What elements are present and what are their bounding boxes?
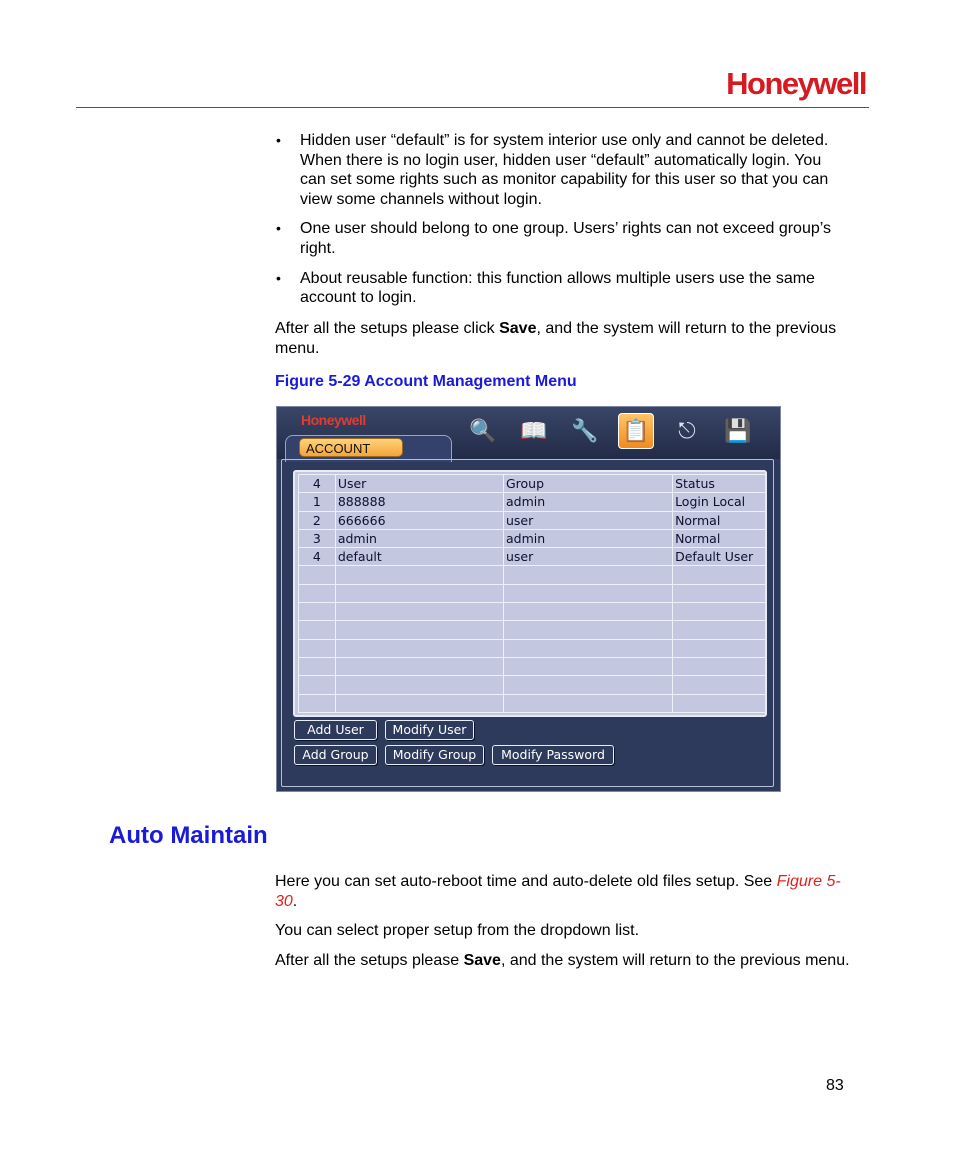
bullet-list	[275, 131, 850, 318]
header-rule	[76, 107, 869, 108]
tools-icon[interactable]: 🔧	[571, 418, 599, 443]
empty-cell	[335, 566, 503, 584]
empty-table-row[interactable]	[299, 584, 768, 602]
empty-cell	[299, 676, 336, 694]
page-number: 83	[826, 1077, 844, 1094]
modify-password-button[interactable]: Modify Password	[492, 745, 614, 765]
row-status: Normal	[673, 511, 767, 529]
tab-account[interactable]: ACCOUNT	[299, 438, 403, 457]
table-row[interactable]	[299, 511, 768, 529]
row-group: user	[503, 511, 672, 529]
empty-cell	[335, 639, 503, 657]
row-number: 3	[299, 529, 336, 547]
figure-caption: Figure 5-29 Account Management Menu	[275, 373, 577, 390]
empty-cell	[503, 676, 672, 694]
shutdown-icon[interactable]: ⎋	[678, 418, 696, 443]
empty-table-row[interactable]	[299, 676, 768, 694]
honeywell-logo: Honeywell	[726, 66, 866, 101]
table-row[interactable]	[299, 529, 768, 547]
row-group: admin	[503, 493, 672, 511]
row-number: 2	[299, 511, 336, 529]
empty-cell	[503, 694, 672, 712]
empty-cell	[335, 676, 503, 694]
empty-cell	[335, 621, 503, 639]
bullet-item: • One user should belong to one group. Users’ rights can not exceed group’s right.	[275, 219, 850, 258]
empty-table-row[interactable]	[299, 694, 768, 712]
empty-cell	[335, 657, 503, 675]
paragraph-text: Here you can set auto-reboot time and auto-delete old files setup. See	[275, 873, 777, 890]
empty-cell	[299, 657, 336, 675]
paragraph-text: , and the system will return to the previous menu.	[500, 952, 850, 969]
empty-cell	[299, 584, 336, 602]
row-status: Login Local	[673, 493, 767, 511]
account-table	[293, 470, 767, 717]
add-user-button[interactable]: Add User	[294, 720, 377, 740]
save-keyword: Save	[463, 952, 501, 969]
table-header-row	[299, 475, 768, 493]
empty-cell	[673, 694, 767, 712]
empty-cell	[299, 621, 336, 639]
empty-cell	[673, 676, 767, 694]
modify-group-button[interactable]: Modify Group	[385, 745, 484, 765]
disk-icon[interactable]: 💾	[724, 418, 752, 443]
paragraph-text: After all the setups please	[275, 952, 464, 969]
empty-cell	[335, 694, 503, 712]
table-row[interactable]	[299, 493, 768, 511]
row-status: Default User	[673, 548, 767, 566]
empty-table-row[interactable]	[299, 639, 768, 657]
header-count: 4	[299, 475, 336, 493]
empty-cell	[673, 639, 767, 657]
bullet-item: • Hidden user “default” is for system interior use only and cannot be deleted. When there is no login user, hidden user “default” automatically login. You can set some rights such as monitor capability for this user so that you can view some channels without login.	[275, 131, 850, 209]
search-icon[interactable]: 🔍	[469, 418, 497, 443]
modify-user-button[interactable]: Modify User	[385, 720, 474, 740]
empty-cell	[503, 566, 672, 584]
row-user: default	[335, 548, 503, 566]
table-row[interactable]	[299, 548, 768, 566]
row-user: 888888	[335, 493, 503, 511]
empty-cell	[673, 584, 767, 602]
header-group: Group	[503, 475, 672, 493]
menu-icon-bar	[465, 413, 756, 449]
empty-cell	[299, 639, 336, 657]
row-user: 666666	[335, 511, 503, 529]
empty-cell	[503, 621, 672, 639]
empty-cell	[503, 639, 672, 657]
empty-cell	[673, 621, 767, 639]
empty-cell	[335, 584, 503, 602]
account-management-screenshot	[276, 406, 781, 792]
row-number: 1	[299, 493, 336, 511]
empty-table-row[interactable]	[299, 657, 768, 675]
empty-table-row[interactable]	[299, 566, 768, 584]
header-user: User	[335, 475, 503, 493]
empty-cell	[299, 694, 336, 712]
empty-cell	[503, 603, 672, 621]
row-user: admin	[335, 529, 503, 547]
save-instruction-paragraph-2	[275, 951, 850, 971]
section-title: Auto Maintain	[109, 822, 268, 849]
save-keyword: Save	[499, 320, 537, 337]
add-group-button[interactable]: Add Group	[294, 745, 377, 765]
empty-table-row[interactable]	[299, 603, 768, 621]
figure-5-30-link[interactable]: Figure 5-30	[275, 873, 841, 910]
paragraph-text: After all the setups please click	[275, 320, 500, 337]
empty-cell	[503, 584, 672, 602]
paragraph-text: , and the system will return to the previous menu.	[275, 320, 837, 357]
dvr-honeywell-logo: Honeywell	[301, 412, 366, 428]
row-group: user	[503, 548, 672, 566]
account-icon[interactable]: 📋	[618, 413, 654, 449]
empty-cell	[299, 603, 336, 621]
empty-cell	[503, 657, 672, 675]
header-status: Status	[673, 475, 767, 493]
empty-cell	[335, 603, 503, 621]
bullet-item: • About reusable function: this function allows multiple users use the same account to login.	[275, 269, 850, 308]
row-status: Normal	[673, 529, 767, 547]
empty-cell	[673, 603, 767, 621]
auto-maintain-paragraph	[275, 872, 850, 911]
row-number: 4	[299, 548, 336, 566]
row-group: admin	[503, 529, 672, 547]
dropdown-paragraph: You can select proper setup from the dropdown list.	[275, 922, 640, 939]
empty-cell	[299, 566, 336, 584]
empty-cell	[673, 657, 767, 675]
empty-cell	[673, 566, 767, 584]
empty-table-row[interactable]	[299, 621, 768, 639]
info-icon[interactable]: 📖	[520, 418, 548, 443]
paragraph-text: .	[292, 892, 298, 910]
save-instruction-paragraph	[275, 319, 850, 358]
